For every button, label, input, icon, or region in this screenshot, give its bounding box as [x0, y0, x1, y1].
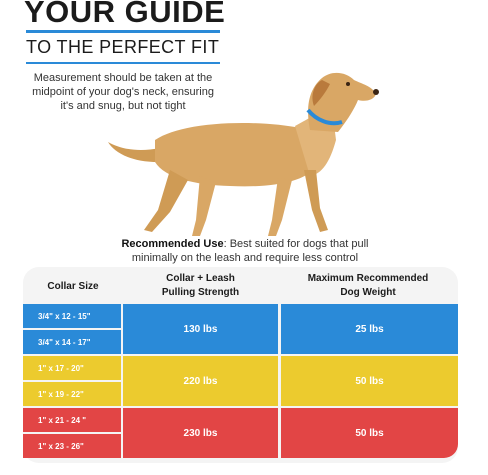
recommended-use-label: Recommended Use: [121, 238, 224, 250]
weight-cell: 50 lbs: [281, 408, 458, 458]
strength-cell: 230 lbs: [123, 408, 278, 458]
header-collar-size: Collar Size: [47, 281, 99, 292]
size-cell: 1" x 23 - 26": [23, 434, 121, 458]
size-cell: 1" x 17 - 20": [23, 356, 121, 380]
recommended-use: [112, 237, 378, 265]
measurement-note: Measurement should be taken at the midpoint of your dog's neck, ensuring it's and snug, but not tight: [32, 72, 214, 112]
size-table: [23, 267, 458, 463]
weight-cell: 25 lbs: [281, 304, 458, 354]
dog-photo: [100, 70, 380, 240]
header-dog-weight: Maximum Recommended Dog Weight: [307, 273, 429, 298]
size-cell: 3/4" x 12 - 15": [23, 304, 121, 328]
guide-subtitle: TO THE PERFECT FIT: [26, 37, 220, 57]
size-cell: 1" x 21 - 24 ": [23, 408, 121, 432]
size-cell: 1" x 19 - 22": [23, 382, 121, 406]
strength-cell: 130 lbs: [123, 304, 278, 354]
strength-cell: 220 lbs: [123, 356, 278, 406]
size-cell: 3/4" x 14 - 17": [23, 330, 121, 354]
title-underline: [26, 30, 220, 33]
weight-cell: 50 lbs: [281, 356, 458, 406]
recommended-use-text: : Best suited for dogs that pull minimally on the leash and require less control: [131, 238, 369, 264]
subtitle-underline: [26, 62, 220, 64]
guide-title: YOUR GUIDE: [24, 0, 226, 29]
header-pulling-strength: Collar + Leash Pulling Strength: [161, 273, 240, 298]
